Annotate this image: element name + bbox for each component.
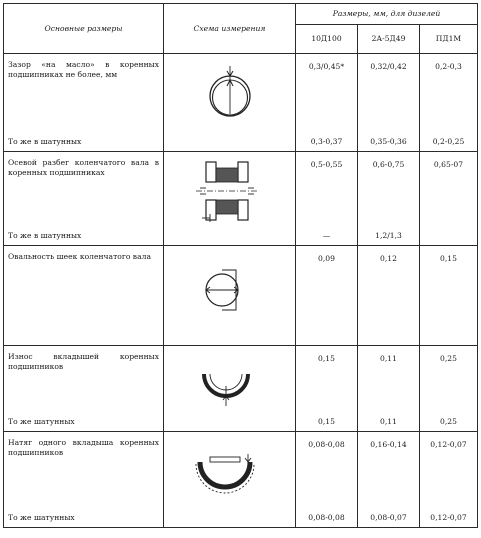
value-main: 0,09 xyxy=(318,254,335,263)
table-row xyxy=(4,152,478,246)
row-label xyxy=(4,54,164,152)
row-value xyxy=(296,346,358,432)
value-sub: 0,12-0,07 xyxy=(430,513,467,522)
value-main: 0,5-0,55 xyxy=(310,160,343,169)
row-value xyxy=(296,152,358,246)
header-sizes-title: Размеры, мм, для дизелей xyxy=(296,4,478,25)
dimensions-table xyxy=(3,3,478,528)
row-label-sub: То же шатунных xyxy=(8,513,75,522)
value-sub: 0,15 xyxy=(318,417,335,426)
row-label-main: Износ вкладышей коренных подшипников xyxy=(8,352,159,371)
row-label-main: Зазор «на масло» в коренных подшипниках не более, мм xyxy=(8,60,159,79)
value-sub: 0,08-0,07 xyxy=(370,513,407,522)
row-value xyxy=(358,432,420,528)
value-main: 0,08-0,08 xyxy=(308,440,345,449)
row-value xyxy=(296,246,358,346)
value-main: 0,11 xyxy=(380,354,397,363)
crankshaft-axial-play-scheme-icon xyxy=(192,158,262,224)
value-main: 0,15 xyxy=(440,254,457,263)
row-value xyxy=(358,246,420,346)
value-sub: 0,11 xyxy=(380,417,397,426)
value-main: 0,15 xyxy=(318,354,335,363)
row-label xyxy=(4,152,164,246)
liner-interference-scheme-icon xyxy=(194,454,256,502)
row-value xyxy=(420,152,478,246)
header-diesel-2: 2А-5Д49 xyxy=(358,25,420,54)
value-main: 0,16-0,14 xyxy=(370,440,407,449)
header-diesel-3: ПД1М xyxy=(420,25,478,54)
row-label-main: Осевой разбег коленчатого вала в коренных подшипниках xyxy=(8,158,159,177)
value-main: 0,25 xyxy=(440,354,457,363)
row-label-sub: То же шатунных xyxy=(8,417,75,426)
row-scheme xyxy=(164,54,296,152)
row-label-sub: То же в шатунных xyxy=(8,231,82,240)
row-value xyxy=(420,54,478,152)
value-sub: 0,25 xyxy=(440,417,457,426)
liner-wear-scheme-icon xyxy=(198,370,254,410)
row-label xyxy=(4,432,164,528)
row-value xyxy=(296,54,358,152)
header-diesel-1: 10Д100 xyxy=(296,25,358,54)
bearing-clearance-scheme-icon xyxy=(200,62,260,122)
row-value xyxy=(358,152,420,246)
value-sub: 0,35-0,36 xyxy=(370,137,407,146)
value-sub: 0,08-0,08 xyxy=(308,513,345,522)
value-main: 0,12-0,07 xyxy=(430,440,467,449)
row-value xyxy=(420,346,478,432)
value-main: 0,3/0,45* xyxy=(308,62,345,71)
value-main: 0,65-07 xyxy=(433,160,464,169)
value-main: 0,32/0,42 xyxy=(370,62,407,71)
header-main-dimensions: Основные размеры xyxy=(4,4,164,54)
row-label-main: Овальность шеек коленчатого вала xyxy=(8,252,151,261)
table-row xyxy=(4,246,478,346)
row-label-main: Натяг одного вкладыша коренных подшипников xyxy=(8,438,159,457)
row-scheme xyxy=(164,432,296,528)
row-value xyxy=(296,432,358,528)
value-main: 0,12 xyxy=(380,254,397,263)
row-scheme xyxy=(164,346,296,432)
row-scheme xyxy=(164,152,296,246)
table-row xyxy=(4,346,478,432)
value-main: 0,2-0,3 xyxy=(435,62,462,71)
value-sub: — xyxy=(322,231,331,240)
value-main: 0,6-0,75 xyxy=(372,160,405,169)
row-value xyxy=(358,346,420,432)
row-scheme xyxy=(164,246,296,346)
value-sub: 0,3-0,37 xyxy=(310,137,343,146)
value-sub: 0,2-0,25 xyxy=(432,137,465,146)
journal-ovality-scheme-icon xyxy=(196,258,256,318)
header-measurement-scheme: Схема измерения xyxy=(164,4,296,54)
row-value xyxy=(420,432,478,528)
row-value xyxy=(420,246,478,346)
table-row xyxy=(4,54,478,152)
value-sub: 1,2/1,3 xyxy=(375,231,402,240)
row-label xyxy=(4,346,164,432)
row-label xyxy=(4,246,164,346)
row-value xyxy=(358,54,420,152)
row-label-sub: То же в шатунных xyxy=(8,137,82,146)
table-row xyxy=(4,432,478,528)
